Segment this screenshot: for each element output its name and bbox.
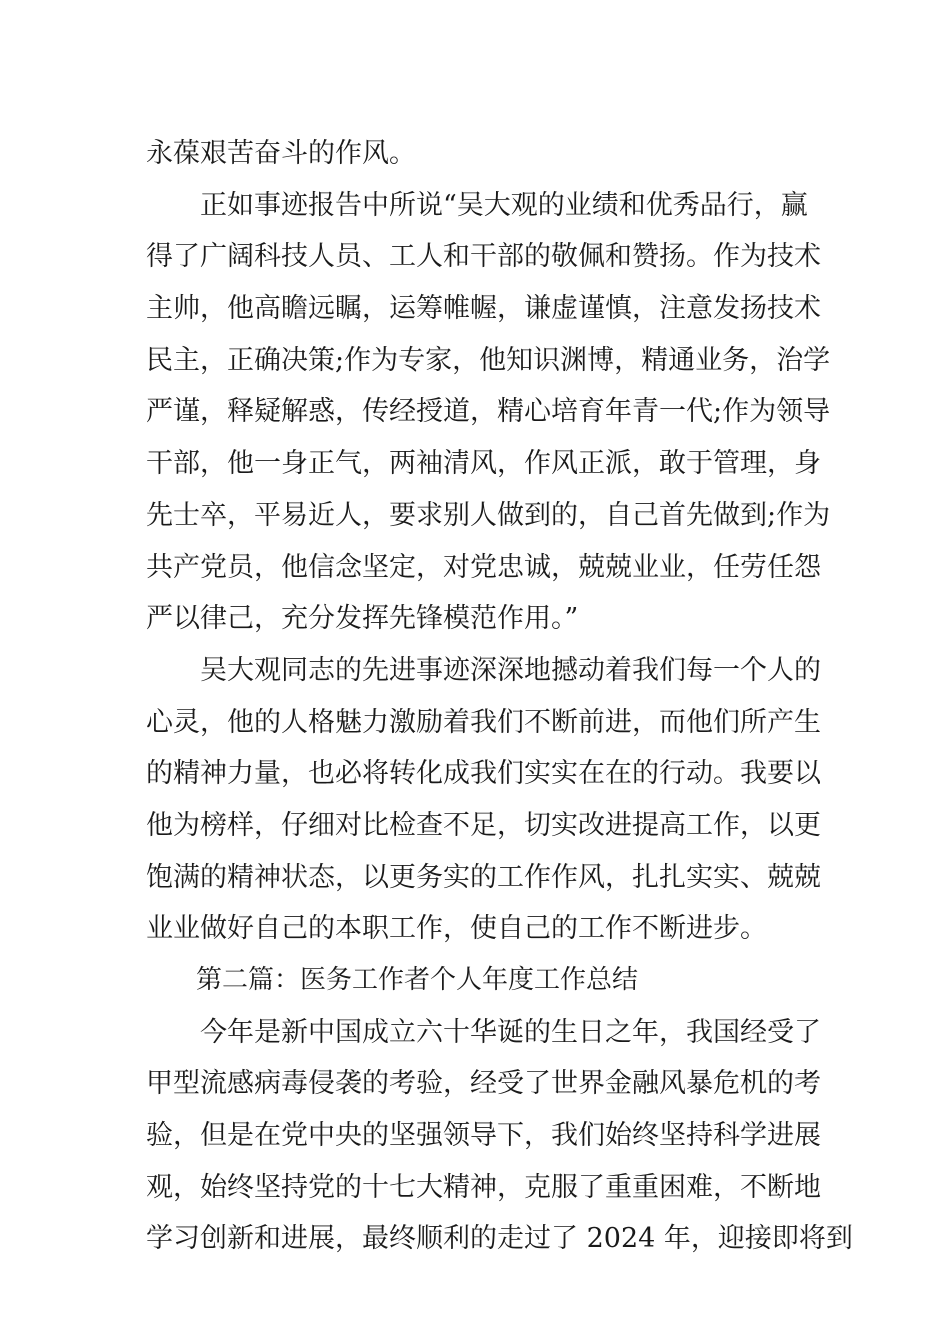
document-body — [146, 128, 853, 1265]
text-line: 民主，正确决策;作为专家，他知识渊博，精通业务，治学 — [146, 344, 831, 376]
text-line: 先士卒，平易近人，要求别人做到的，自己首先做到;作为 — [146, 499, 831, 531]
section-heading: 第二篇：医务工作者个人年度工作总结 — [196, 965, 639, 995]
text-line: 学习创新和进展，最终顺利的走过了 2024 年，迎接即将到 — [146, 1223, 853, 1255]
text-line: 的精神力量，也必将转化成我们实实在在的行动。我要以 — [146, 758, 821, 790]
paragraph-first-line: 今年是新中国成立六十华诞的生日之年，我国经受了 — [200, 1016, 821, 1048]
text-line: 永葆艰苦奋斗的作风。 — [146, 138, 416, 169]
paragraph-first-line: 吴大观同志的先进事迹深深地撼动着我们每一个人的 — [200, 654, 821, 686]
text-line: 心灵，他的人格魅力激励着我们不断前进，而他们所产生 — [146, 706, 821, 738]
text-line: 严以律己，充分发挥先锋模范作用。” — [146, 603, 579, 635]
text-line: 饱满的精神状态，以更务实的工作作风，扎扎实实、兢兢 — [146, 861, 821, 893]
text-line: 严谨，释疑解惑，传经授道，精心培育年青一代;作为领导 — [146, 396, 831, 428]
text-line: 共产党员，他信念坚定，对党忠诚，兢兢业业，任劳任怨 — [146, 551, 821, 583]
text-line: 观，始终坚持党的十七大精神，克服了重重困难，不断地 — [146, 1171, 821, 1203]
text-line: 甲型流感病毒侵袭的考验，经受了世界金融风暴危机的考 — [146, 1068, 821, 1100]
text-line: 主帅，他高瞻远瞩，运筹帷幄，谦虚谨慎，注意发扬技术 — [146, 293, 821, 325]
text-line: 干部，他一身正气，两袖清风，作风正派，敢于管理，身 — [146, 448, 821, 480]
text-line: 得了广阔科技人员、工人和干部的敬佩和赞扬。作为技术 — [146, 241, 821, 273]
text-line: 他为榜样，仔细对比检查不足，切实改进提高工作，以更 — [146, 809, 821, 841]
text-line: 验，但是在党中央的坚强领导下，我们始终坚持科学进展 — [146, 1120, 821, 1152]
paragraph-first-line: 正如事迹报告中所说“吴大观的业绩和优秀品行，赢 — [200, 189, 808, 221]
text-line: 业业做好自己的本职工作，使自己的工作不断进步。 — [146, 913, 767, 945]
